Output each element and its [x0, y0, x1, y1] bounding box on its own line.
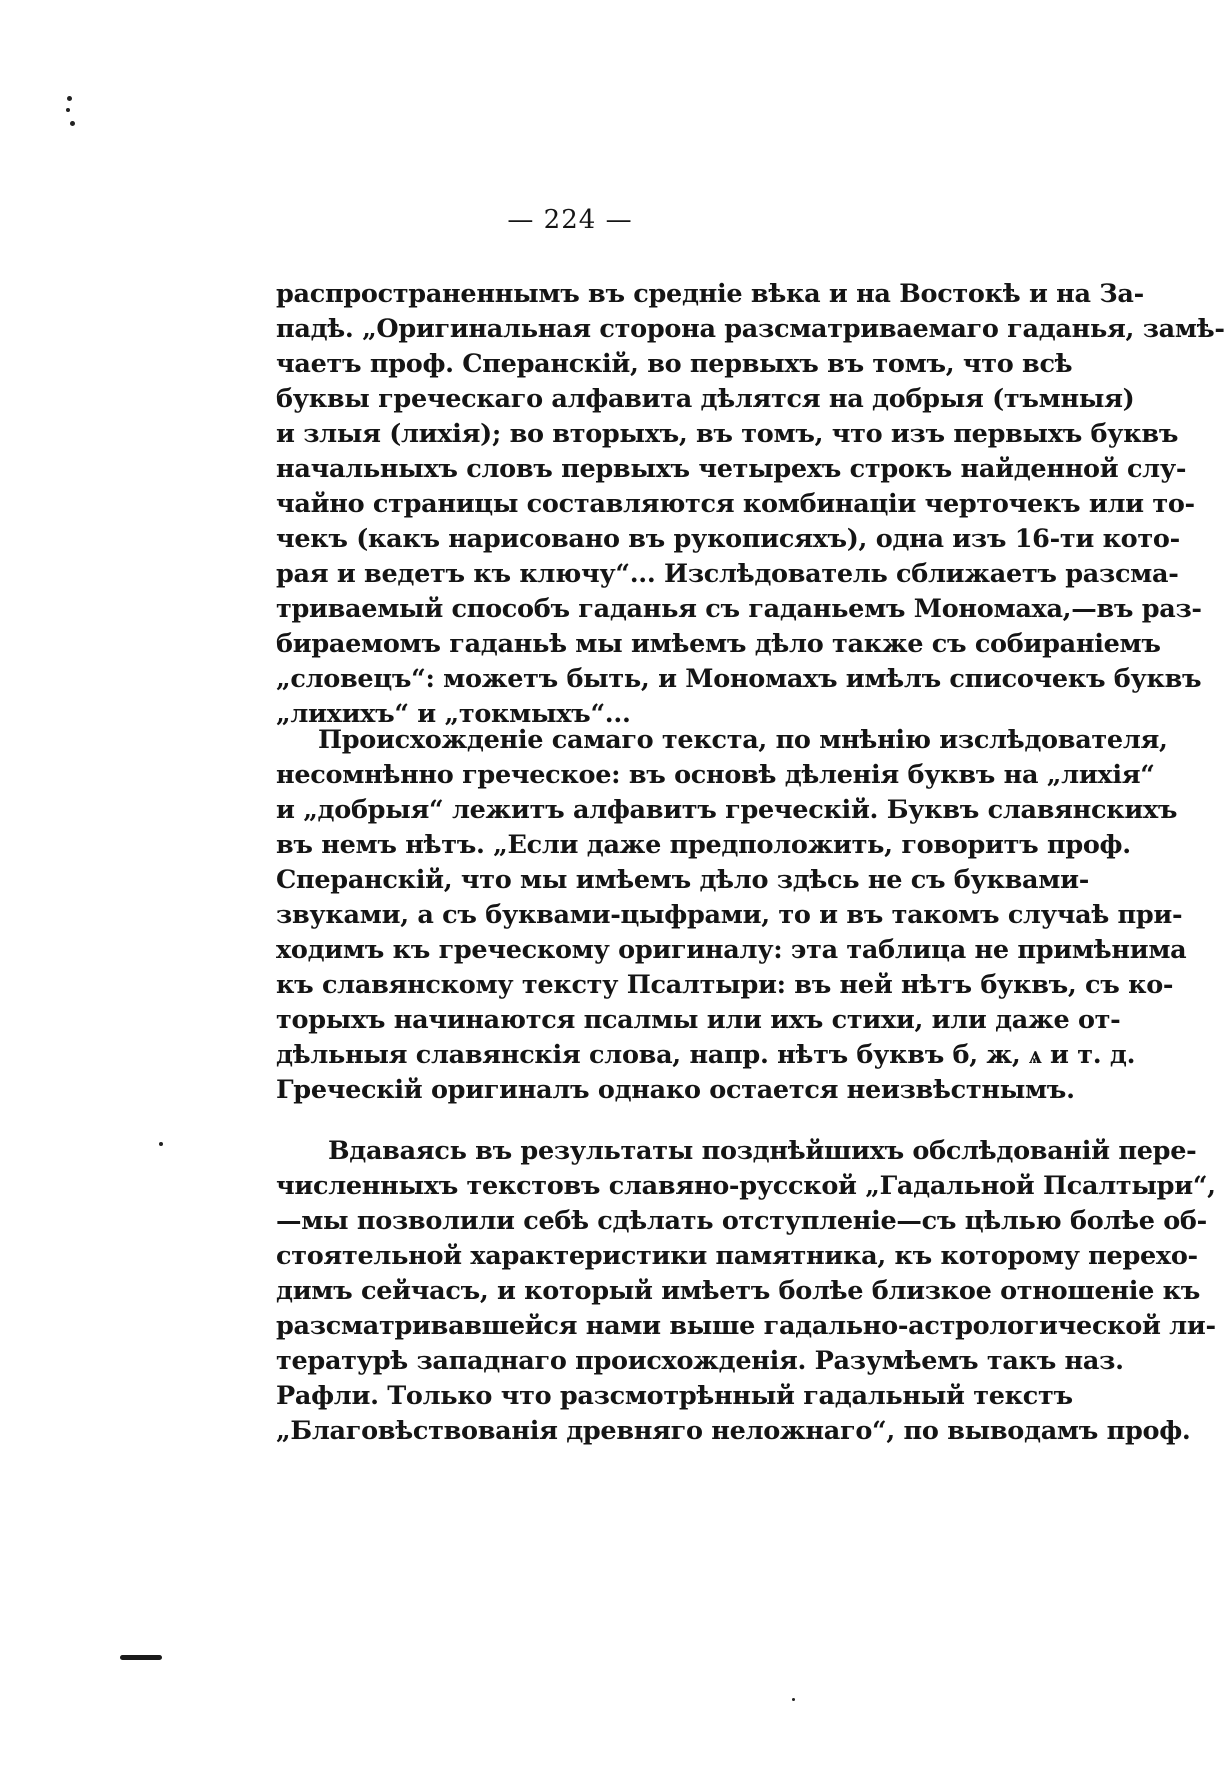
text-line: въ немъ нѣтъ. „Если даже предположить, говоритъ проф.	[276, 830, 1131, 860]
paragraph-2	[276, 723, 1187, 1108]
text-line: распространеннымъ въ средніе вѣка и на Востокѣ и на За-	[276, 279, 1144, 309]
paragraph-1	[276, 277, 1225, 732]
text-line: димъ сейчасъ, и который имѣетъ болѣе близкое отношеніе къ	[276, 1276, 1201, 1306]
scan-mark	[120, 1655, 162, 1660]
text-line: тературѣ западнаго происхожденія. Разумѣемъ такъ наз.	[276, 1346, 1124, 1376]
text-line: Происхожденіе самаго текста, по мнѣнію изслѣдователя,	[318, 725, 1168, 755]
text-line: звуками, а съ буквами-цыфрами, то и въ такомъ случаѣ при-	[276, 900, 1183, 930]
text-line: стоятельной характеристики памятника, къ которому перехо-	[276, 1241, 1198, 1271]
text-line: „Благовѣствованія древняго неложнаго“, по выводамъ проф.	[276, 1416, 1191, 1446]
paragraph-3	[276, 1134, 1216, 1449]
text-line: ходимъ къ греческому оригиналу: эта таблица не примѣнима	[276, 935, 1187, 965]
text-line: численныхъ текстовъ славяно-русской „Гадальной Псалтыри“,	[276, 1171, 1216, 1201]
text-line: „лихихъ“ и „токмыхъ“...	[276, 699, 631, 729]
text-line: „словецъ“: можетъ быть, и Мономахъ имѣлъ списочекъ буквъ	[276, 664, 1202, 694]
scan-speck	[67, 96, 72, 101]
text-line: падѣ. „Оригинальная сторона разсматриваемаго гаданья, замѣ-	[276, 314, 1225, 344]
page-number: — 224 —	[507, 205, 633, 235]
text-line: рая и ведетъ къ ключу“... Изслѣдователь сближаетъ разсма-	[276, 559, 1179, 589]
text-line: Вдаваясь въ результаты позднѣйшихъ обслѣдованій пере-	[328, 1136, 1197, 1166]
text-line: Греческій оригиналъ однако остается неизвѣстнымъ.	[276, 1075, 1075, 1105]
text-line: разсматривавшейся нами выше гадально-астрологической ли-	[276, 1311, 1216, 1341]
text-line: начальныхъ словъ первыхъ четырехъ строкъ найденной слу-	[276, 454, 1187, 484]
text-line: чаетъ проф. Сперанскій, во первыхъ въ томъ, что всѣ	[276, 349, 1073, 379]
text-line: дѣльныя славянскія слова, напр. нѣтъ буквъ б, ж, ѧ и т. д.	[276, 1040, 1136, 1070]
text-line: несомнѣнно греческое: въ основѣ дѣленія буквъ на „лихія“	[276, 760, 1155, 790]
text-line: буквы греческаго алфавита дѣлятся на добрыя (тъмныя)	[276, 384, 1135, 414]
text-line: и „добрыя“ лежитъ алфавитъ греческій. Буквъ славянскихъ	[276, 795, 1178, 825]
text-line: —мы позволили себѣ сдѣлать отступленіе—съ цѣлью болѣе об-	[276, 1206, 1207, 1236]
text-line: бираемомъ гаданьѣ мы имѣемъ дѣло также съ собираніемъ	[276, 629, 1161, 659]
text-line: къ славянскому тексту Псалтыри: въ ней нѣтъ буквъ, съ ко-	[276, 970, 1174, 1000]
text-line: и злыя (лихія); во вторыхъ, въ томъ, что изъ первыхъ буквъ	[276, 419, 1179, 449]
scan-speck	[70, 121, 75, 126]
text-line: Сперанскій, что мы имѣемъ дѣло здѣсь не съ буквами-	[276, 865, 1090, 895]
text-line: чайно страницы составляются комбинаціи черточекъ или то-	[276, 489, 1195, 519]
scan-speck	[66, 108, 70, 112]
scan-speck	[159, 1142, 163, 1146]
scan-speck	[792, 1698, 795, 1701]
text-line: чекъ (какъ нарисовано въ рукописяхъ), одна изъ 16-ти кото-	[276, 524, 1180, 554]
text-line: триваемый способъ гаданья съ гаданьемъ Мономаха,—въ раз-	[276, 594, 1202, 624]
text-line: торыхъ начинаются псалмы или ихъ стихи, или даже от-	[276, 1005, 1121, 1035]
text-line: Рафли. Только что разсмотрѣнный гадальный текстъ	[276, 1381, 1073, 1411]
